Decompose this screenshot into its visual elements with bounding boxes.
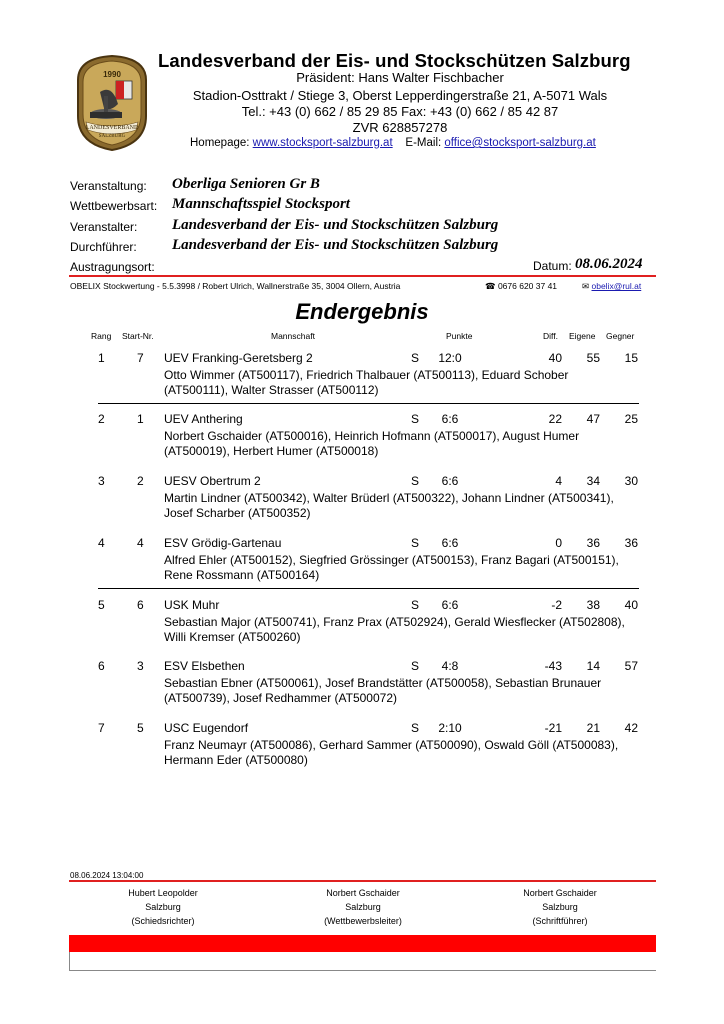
gegner: 30: [624, 474, 638, 488]
durchfuehrer-label: Durchführer:: [70, 240, 137, 254]
gegner: 36: [624, 536, 638, 550]
start-nr: 7: [137, 351, 144, 365]
veranstalter-value: Landesverband der Eis- und Stockschützen Salzburg: [172, 217, 499, 233]
eigene: 21: [586, 721, 600, 735]
result-entry: [0, 659, 724, 719]
punkte: 6:6: [441, 412, 459, 426]
gegner: 42: [624, 721, 638, 735]
team-name: ESV Grödig-Gartenau: [164, 536, 282, 550]
signature-role: (Wettbewerbsleiter): [324, 916, 402, 926]
eigene: 47: [586, 412, 600, 426]
eigene: 38: [586, 598, 600, 612]
datum-label: Datum:: [533, 259, 572, 273]
association-logo: [70, 52, 154, 152]
eigene: 34: [586, 474, 600, 488]
signature-block: [278, 886, 448, 928]
president-line: Präsident: Hans Walter Fischbacher: [296, 70, 504, 85]
col-head-diff: Diff.: [543, 331, 558, 341]
result-entry: [0, 474, 724, 534]
signature-place: Salzburg: [542, 902, 578, 912]
punkte: 6:6: [441, 536, 459, 550]
player-list: Sebastian Ebner (AT500061), Josef Brandstätter (AT500058), Sebastian Brunauer (AT500739), Josef Redhammer (AT500072): [164, 676, 602, 705]
durchfuehrer-value: Landesverband der Eis- und Stockschützen Salzburg: [172, 237, 499, 253]
header-divider: [69, 275, 656, 277]
wettbewerbsart-label: Wettbewerbsart:: [70, 199, 158, 213]
signature-place: Salzburg: [145, 902, 181, 912]
start-nr: 3: [137, 659, 144, 673]
rang: 5: [98, 598, 105, 612]
punkte: 12:0: [438, 351, 462, 365]
punkte: 6:6: [441, 598, 459, 612]
player-list: Otto Wimmer (AT500117), Friedrich Thalbauer (AT500113), Eduard Schober (AT500111), Walter Strasser (AT500112): [164, 368, 569, 397]
datum-value: 08.06.2024: [575, 256, 643, 272]
svg-text:LANDESVERBAND: LANDESVERBAND: [85, 125, 139, 131]
team-name: UEV Franking-Geretsberg 2: [164, 351, 313, 365]
diff: 4: [555, 474, 562, 488]
status-s: S: [411, 536, 420, 550]
player-list: Norbert Gschaider (AT500016), Heinrich Hofmann (AT500017), August Humer (AT500019), Herbert Humer (AT500018): [164, 429, 580, 458]
status-s: S: [411, 351, 420, 365]
rang: 1: [98, 351, 105, 365]
email-label: E-Mail:: [405, 137, 442, 149]
veranstaltung-label: Veranstaltung:: [70, 179, 147, 193]
rang: 4: [98, 536, 105, 550]
veranstaltung-value: Oberliga Senioren Gr B: [172, 176, 320, 192]
player-list: Alfred Ehler (AT500152), Siegfried Grössinger (AT500153), Franz Bagari (AT500151), Rene Rossmann (AT500164): [164, 553, 619, 582]
status-s: S: [411, 721, 420, 735]
start-nr: 5: [137, 721, 144, 735]
col-head-gegner: Gegner: [606, 331, 635, 341]
address-line: Stadion-Osttrakt / Stiege 3, Oberst Lepperdingerstraße 21, A-5071 Wals: [192, 88, 608, 103]
player-list: Martin Lindner (AT500342), Walter Brüderl (AT500322), Johann Lindner (AT500341), Josef Scharber (AT500352): [164, 491, 614, 520]
group-separator: [98, 403, 639, 404]
wettbewerbsart-value: Mannschaftsspiel Stocksport: [172, 196, 350, 212]
signature-name: Norbert Gschaider: [523, 888, 597, 898]
gegner: 25: [624, 412, 638, 426]
result-entry: [0, 721, 724, 781]
veranstalter-label: Veranstalter:: [70, 220, 138, 234]
team-name: ESV Elsbethen: [164, 659, 245, 673]
svg-text:1990: 1990: [103, 70, 121, 79]
col-head-start: Start-Nr.: [122, 331, 154, 341]
result-entry: [0, 351, 724, 411]
eigene: 55: [586, 351, 600, 365]
signature-block: [78, 886, 248, 928]
start-nr: 2: [137, 474, 144, 488]
signature-place: Salzburg: [345, 902, 381, 912]
col-head-rang: Rang: [91, 331, 112, 341]
player-list: Franz Neumayr (AT500086), Gerhard Sammer (AT500090), Oswald Göll (AT500083), Hermann Eder (AT500080): [164, 738, 619, 767]
punkte: 4:8: [441, 659, 459, 673]
punkte: 2:10: [438, 721, 462, 735]
diff: -2: [551, 598, 562, 612]
homepage-line: [190, 137, 596, 149]
eigene: 14: [586, 659, 600, 673]
team-name: UEV Anthering: [164, 412, 243, 426]
organization-name: Landesverband der Eis- und Stockschützen Salzburg: [158, 50, 631, 71]
signature-name: Norbert Gschaider: [326, 888, 400, 898]
software-email: [582, 281, 641, 292]
col-head-mannschaft: Mannschaft: [271, 331, 315, 341]
status-s: S: [411, 598, 420, 612]
zvr-line: ZVR 628857278: [352, 120, 448, 135]
footer-red-bar: [69, 935, 656, 952]
team-name: USC Eugendorf: [164, 721, 249, 735]
signature-name: Hubert Leopolder: [128, 888, 198, 898]
team-name: UESV Obertrum 2: [164, 474, 261, 488]
diff: -43: [544, 659, 562, 673]
status-s: S: [411, 412, 420, 426]
rang: 3: [98, 474, 105, 488]
rang: 6: [98, 659, 105, 673]
print-timestamp: 08.06.2024 13:04:00: [70, 871, 144, 880]
status-s: S: [411, 474, 420, 488]
start-nr: 6: [137, 598, 144, 612]
group-separator: [98, 588, 639, 589]
punkte: 6:6: [441, 474, 459, 488]
gegner: 15: [624, 351, 638, 365]
result-entry: [0, 598, 724, 658]
diff: 22: [548, 412, 562, 426]
svg-text:SALZBURG: SALZBURG: [98, 134, 126, 139]
homepage-link[interactable]: www.stocksport-salzburg.at: [252, 137, 393, 149]
eigene: 36: [586, 536, 600, 550]
gegner: 40: [624, 598, 638, 612]
result-entry: [0, 536, 724, 596]
software-email-link[interactable]: obelix@rul.at: [591, 281, 642, 291]
software-phone: ☎ 0676 620 37 41: [485, 281, 558, 291]
diff: 40: [548, 351, 562, 365]
tel-fax-line: Tel.: +43 (0) 662 / 85 29 85 Fax: +43 (0) 662 / 85 42 87: [241, 104, 559, 119]
start-nr: 4: [137, 536, 144, 550]
team-name: USK Muhr: [164, 598, 220, 612]
start-nr: 1: [137, 412, 144, 426]
email-link[interactable]: office@stocksport-salzburg.at: [444, 137, 596, 149]
footer-divider: [69, 880, 656, 882]
software-credit: OBELIX Stockwertung - 5.5.3998 / Robert Ulrich, Wallnerstraße 35, 3004 Ollern, Austria: [70, 281, 401, 291]
col-head-eigene: Eigene: [569, 331, 596, 341]
signature-block: [475, 886, 645, 928]
gegner: 57: [624, 659, 638, 673]
status-s: S: [411, 659, 420, 673]
diff: -21: [544, 721, 562, 735]
homepage-label: Homepage:: [190, 137, 250, 149]
player-list: Sebastian Major (AT500741), Franz Prax (AT502924), Gerald Wiesflecker (AT502808), Willi Kremser (AT500260): [164, 615, 625, 644]
col-head-punkte: Punkte: [446, 331, 473, 341]
signature-role: (Schriftführer): [532, 916, 588, 926]
footer-box: [69, 952, 656, 971]
rang: 7: [98, 721, 105, 735]
diff: 0: [555, 536, 562, 550]
signature-role: (Schiedsrichter): [131, 916, 195, 926]
rang: 2: [98, 412, 105, 426]
austragungsort-label: Austragungsort:: [70, 260, 155, 274]
mail-icon: ✉: [582, 281, 590, 291]
page-title: Endergebnis: [295, 299, 429, 324]
result-entry: [0, 412, 724, 472]
